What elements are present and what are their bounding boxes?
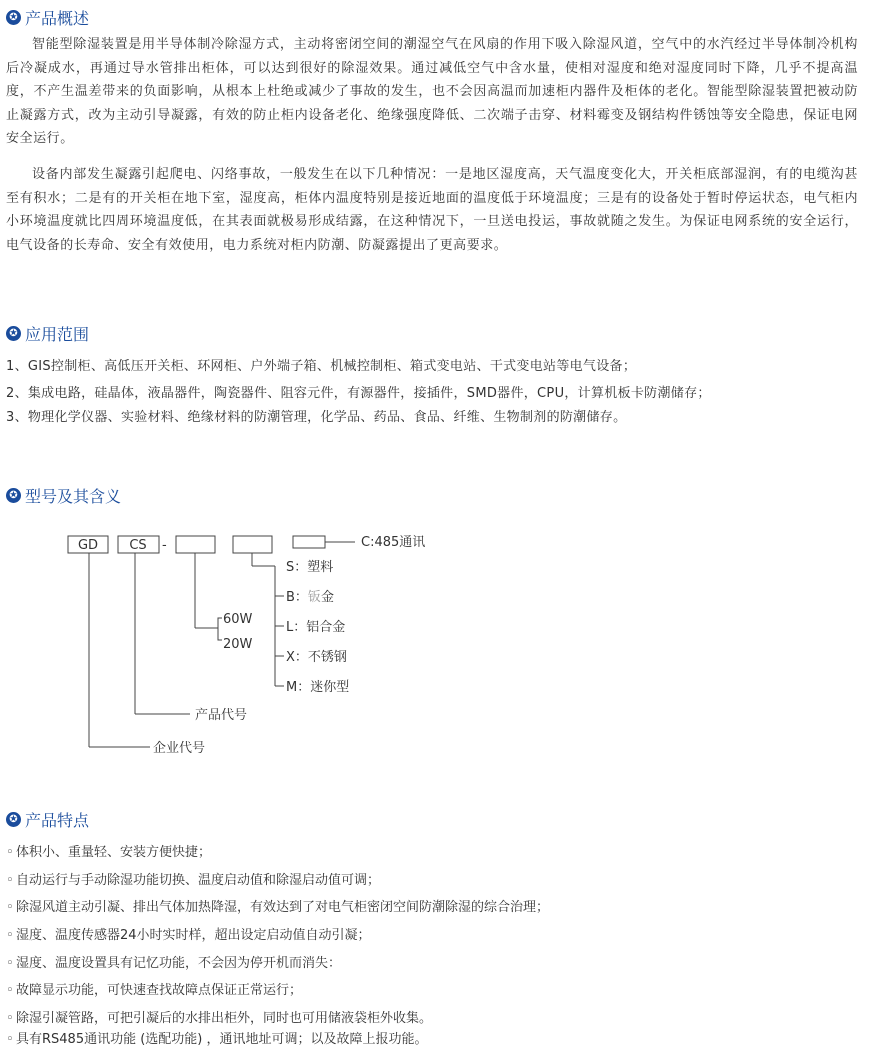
section-heading-overview xyxy=(6,6,89,28)
power-bracket xyxy=(218,618,222,640)
bullet-icon: ◦ xyxy=(6,1011,14,1026)
section-heading-applications xyxy=(6,322,89,344)
bullet-icon: ◦ xyxy=(6,873,14,888)
section-title: 应用范围 xyxy=(25,324,90,344)
section-title: 产品特点 xyxy=(25,810,90,830)
feature-item: ◦ 自动运行与手动除湿功能切换、温度启动值和除湿启动值可调； xyxy=(6,871,380,891)
application-item: 1、GIS控制柜、高低压开关柜、环网柜、户外端子箱、机械控制柜、箱式变电站、干式变电站等电气设备； xyxy=(6,359,637,374)
overview-paragraph-2: 设备内部发生凝露引起爬电、闪络事故，一般发生在以下几种情况：一是地区湿度高，天气温度变化大，开关柜底部湿润，有的电缆沟甚至有积水；二是有的开关柜在地下室，湿度高，柜体内温度特别是接近地面的温度低于环境温度；三是有的设备处于暂时停运状态，电气柜内小环境温度就比四周环境温度低，在其表面就极易形成结露，在这种情况下，一旦送电投运，事故就随之发生。为保证电网系统的安全运行，电气设备的长寿命、安全有效使用，电力系统对柜内防潮、防凝露提出了更高要求。 xyxy=(6,167,858,253)
overview-paragraph-1: 智能型除湿装置是用半导体制冷除湿方式，主动将密闭空间的潮湿空气在风扇的作用下吸入除湿风道，空气中的水汽经过半导体制冷机构后冷凝成水，再通过导水管排出柜体，可以达到很好的除湿效果。通过减低空气中含水量，使相对湿度和绝对湿度同时下降，几乎不提高温度，不产生温差带来的负面影响，从根本上杜绝或减少了事故的发生，也不会因高温而加速柜内器件及柜体的老化。智能型除湿装置把被动防止凝露方式，改为主动引导凝露，有效的防止柜内设备老化、绝缘强度降低、二次端子击穿、材料霉变及钢结构件锈蚀等安全隐患，保证电网安全运行。 xyxy=(6,37,858,146)
bullet-icon: ◦ xyxy=(6,983,14,998)
comm-label: C:485通讯 xyxy=(361,535,426,550)
product-code-label: 产品代号 xyxy=(195,708,248,723)
bullet-icon: ◦ xyxy=(6,928,14,943)
bullet-icon: ◦ xyxy=(6,1032,14,1047)
feature-item: ◦ 除湿引凝管路，可把引凝后的水排出柜外，同时也可用储液袋柜外收集。 xyxy=(6,1009,432,1029)
material-option-b: B：钣金 xyxy=(286,590,334,605)
material-option-l: L：铝合金 xyxy=(286,620,346,635)
bullet-icon: ◦ xyxy=(6,900,14,915)
code-box-comm xyxy=(293,536,325,548)
code-box-power xyxy=(176,536,215,553)
feature-item: ◦ 体积小、重量轻、安装方便快捷； xyxy=(6,843,211,863)
company-code-label: 企业代号 xyxy=(153,741,206,756)
feature-item: ◦ 具有RS485通讯功能 (选配功能) ，通讯地址可调；以及故障上报功能。 xyxy=(6,1030,428,1050)
section-heading-features xyxy=(6,808,89,830)
code-box-gd xyxy=(68,536,108,553)
star-circle-icon: ✪ xyxy=(6,10,21,25)
application-item: 3、物理化学仪器、实验材料、绝缘材料的防潮管理，化学品、药品、食品、纤维、生物制剂的防潮储存。 xyxy=(6,410,627,425)
star-circle-icon: ✪ xyxy=(6,488,21,503)
application-item: 2、集成电路，硅晶体，液晶器件，陶瓷器件、阻容元件，有源器件，接插件，SMD器件，CPU，计算机板卡防潮储存； xyxy=(6,386,711,401)
code-box-cs xyxy=(118,536,159,553)
star-circle-icon: ✪ xyxy=(6,812,21,827)
material-option-s: S：塑料 xyxy=(286,560,334,575)
material-option-x: X：不锈钢 xyxy=(286,650,347,665)
power-option-20w: 20W xyxy=(223,637,253,652)
material-option-m: M：迷你型 xyxy=(286,680,350,695)
code-dash: - xyxy=(162,538,167,553)
code-box-material xyxy=(233,536,272,553)
feature-item: ◦ 故障显示功能，可快速查找故障点保证正常运行； xyxy=(6,981,302,1001)
code-box-cs-label: CS xyxy=(129,538,147,553)
section-heading-model xyxy=(6,484,121,506)
feature-item: ◦ 湿度、温度设置具有记忆功能，不会因为停开机而消失： xyxy=(6,954,341,974)
bullet-icon: ◦ xyxy=(6,956,14,971)
section-title: 型号及其含义 xyxy=(25,486,122,506)
feature-item: ◦ 除湿风道主动引凝、排出气体加热降湿，有效达到了对电气柜密闭空间防潮除湿的综合治理； xyxy=(6,898,549,918)
star-circle-icon: ✪ xyxy=(6,326,21,341)
power-option-60w: 60W xyxy=(223,612,253,627)
code-box-gd-label: GD xyxy=(77,538,99,553)
section-title: 产品概述 xyxy=(25,8,90,28)
feature-item: ◦ 湿度、温度传感器24小时实时样，超出设定启动值自动引凝； xyxy=(6,926,371,946)
bullet-icon: ◦ xyxy=(6,845,14,860)
